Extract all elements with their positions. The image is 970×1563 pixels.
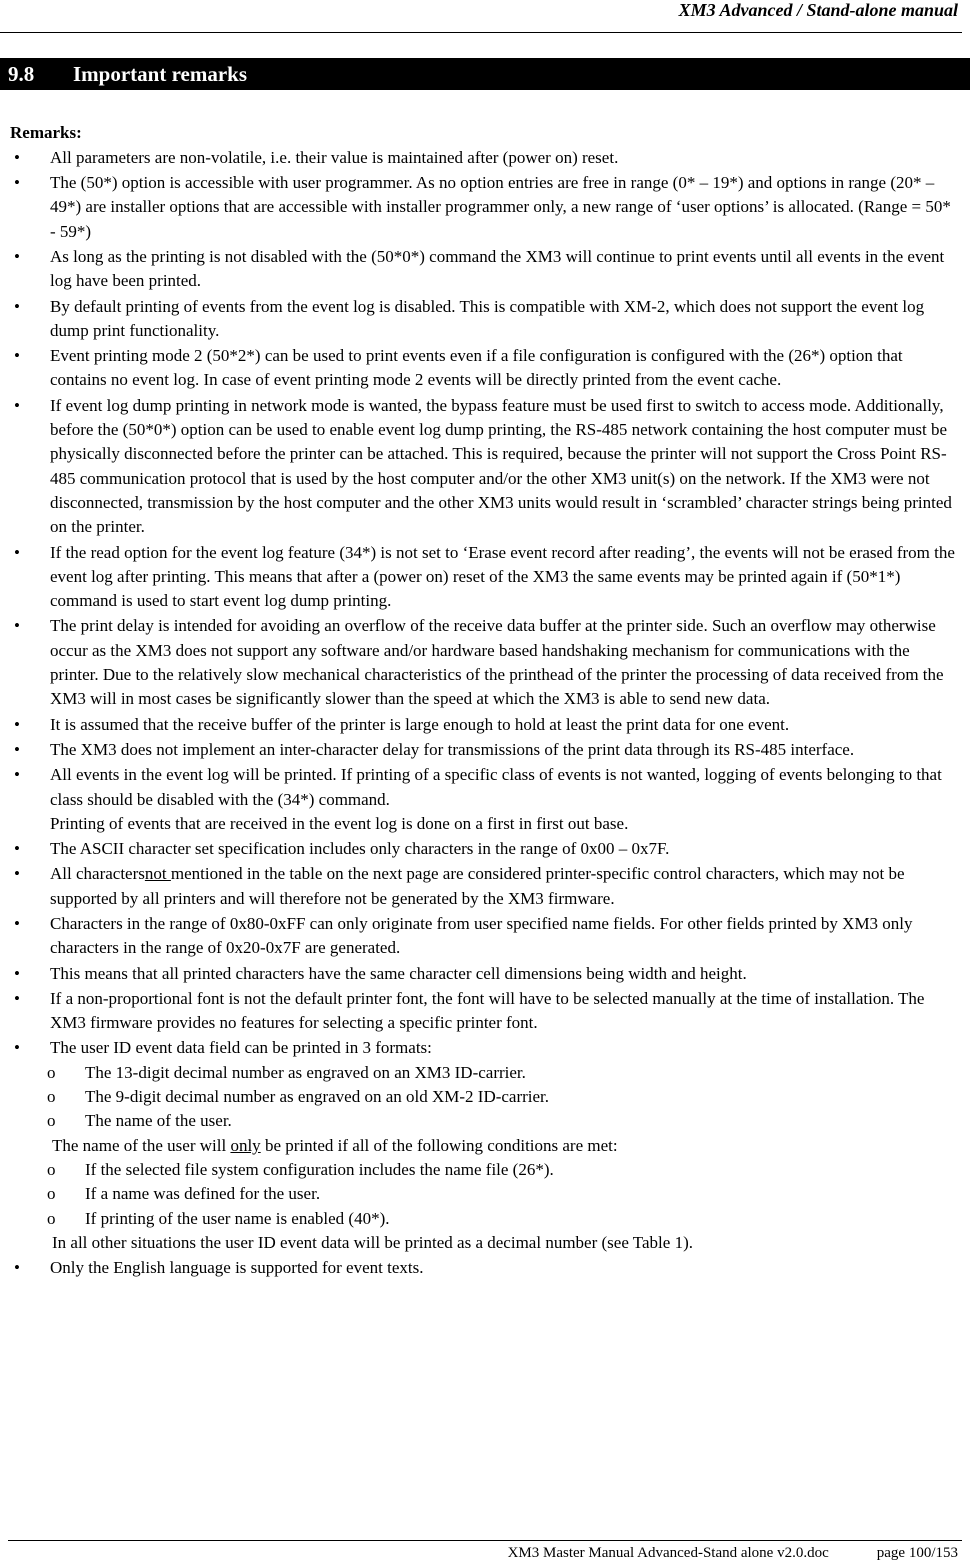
section-title: Important remarks bbox=[73, 62, 248, 86]
footer-document-name: XM3 Master Manual Advanced-Stand alone v2.0.doc bbox=[507, 1545, 829, 1561]
section-heading bbox=[0, 58, 970, 90]
list-item: • The print delay is intended for avoiding an overflow of the receive data buffer at the printer side. Such an overflow may otherwise occur as the XM3 does not support any software and/or hardware based handshaking mechanism for communications with the printer. Due to the relatively slow mechanical characteristics of the printhead of the printer the processing of data received from the XM3 will in most cases be significantly slower than the speed at which the XM3 is able to send new data. bbox=[10, 614, 960, 712]
sub-list-item: o If a name was defined for the user. bbox=[10, 1182, 960, 1206]
running-footer bbox=[508, 1544, 958, 1562]
list-item bbox=[10, 862, 960, 912]
event-log-text: • All events in the event log will be printed. If printing of a specific class of events is not wanted, logging of events belonging to that class should be disabled with the (34*) command. bbox=[50, 765, 942, 809]
user-name-text-underlined: only bbox=[230, 1135, 261, 1155]
chars-text-pre: All characters bbox=[50, 864, 145, 884]
list-item: • As long as the printing is not disabled with the (50*0*) command the XM3 will continue to print events until all events in the event log have been printed. bbox=[10, 244, 960, 294]
user-name-condition-list bbox=[10, 1158, 960, 1231]
user-name-text-pre: The name of the user will bbox=[52, 1135, 231, 1155]
list-item: • By default printing of events from the event log is disabled. This is compatible with XM-2, which does not support the event log dump print functionality. bbox=[10, 294, 960, 344]
sub-list-item: o The name of the user. bbox=[10, 1109, 960, 1133]
footer-rule bbox=[8, 1540, 962, 1541]
sub-list-item: o The 13-digit decimal number as engraved on an XM3 ID-carrier. bbox=[10, 1061, 960, 1085]
user-name-condition-text bbox=[52, 1134, 960, 1158]
user-id-format-list bbox=[10, 1061, 960, 1134]
list-item: • If event log dump printing in network mode is wanted, the bypass feature must be used first to switch to access mode. Additionally, before the (50*0*) option can be used to enable event log dump printing, the RS-485 network containing the host computer must be physically disconnected before the printer can be attached. This is required, because the printer will not support the Cross Point RS-485 communication protocol that is used by the host computer and/or the other XM3 unit(s) on the network. If the XM3 were not disconnected, transmission by the host computer and the other XM3 units would result in ‘scrambled’ character strings being printed on the printer. bbox=[10, 393, 960, 540]
list-item: • Characters in the range of 0x80-0xFF can only originate from user specified name fields. For other fields printed by XM3 only characters in the range of 0x20-0x7F are generated. bbox=[10, 912, 960, 962]
event-log-order-text: Printing of events that are received in the event log is done on a first in first out base. bbox=[50, 813, 629, 833]
remarks-content bbox=[10, 121, 960, 1281]
list-item: • This means that all printed characters have the same character cell dimensions being width and height. bbox=[10, 961, 960, 986]
remarks-title: Remarks: bbox=[10, 123, 82, 142]
user-name-text-post: be printed if all of the following conditions are met: bbox=[260, 1135, 618, 1155]
list-item: • The XM3 does not implement an inter-character delay for transmissions of the print data through its RS-485 interface. bbox=[10, 737, 960, 762]
list-item: • If a non-proportional font is not the default printer font, the font will have to be selected manually at the time of installation. The XM3 firmware provides no features for selecting a specific printer font. bbox=[10, 986, 960, 1036]
page-number: page 100/153 bbox=[876, 1545, 958, 1561]
user-id-closing-text: In all other situations the user ID event data will be printed as a decimal number (see Table 1). bbox=[52, 1232, 693, 1252]
sub-list-item: o If the selected file system configuration includes the name file (26*). bbox=[10, 1158, 960, 1182]
running-header: XM3 Advanced / Stand-alone manual bbox=[678, 0, 958, 20]
sub-list-item: o If printing of the user name is enabled (40*). bbox=[10, 1207, 960, 1231]
list-item: • Event printing mode 2 (50*2*) can be used to print events even if a file configuration is configured with the (26*) option that contains no event log. In case of event printing mode 2 events will be directly printed from the event cache. bbox=[10, 344, 960, 394]
remarks-list bbox=[10, 145, 960, 1281]
list-item: • The (50*) option is accessible with user programmer. As no option entries are free in range (0* – 19*) and options in range (20* – 49*) are installer options that are accessible with installer programmer only, a new range of ‘user options’ is allocated. (Range = 50* - 59*) bbox=[10, 171, 960, 245]
list-item: • If the read option for the event log feature (34*) is not set to ‘Erase event record after reading’, the events will not be erased from the event log after printing. This means that after a (power on) reset of the XM3 the same events may be printed again if (50*1*) command is used to start event log dump printing. bbox=[10, 540, 960, 614]
list-item bbox=[10, 763, 960, 837]
list-item bbox=[10, 1036, 960, 1256]
list-item: • All parameters are non-volatile, i.e. their value is maintained after (power on) reset. bbox=[10, 145, 960, 170]
sub-list-item: o The 9-digit decimal number as engraved on an old XM-2 ID-carrier. bbox=[10, 1085, 960, 1109]
header-rule bbox=[0, 32, 962, 33]
list-item: • The ASCII character set specification includes only characters in the range of 0x00 – 0x7F. bbox=[10, 837, 960, 862]
user-id-intro: • The user ID event data field can be printed in 3 formats: bbox=[50, 1038, 432, 1058]
chars-text-post: mentioned in the table on the next page are considered printer-specific control characters, which may not be supported by all printers and will therefore not be generated by the XM3 firmware. bbox=[50, 864, 905, 908]
list-item: • It is assumed that the receive buffer of the printer is large enough to hold at least the print data for one event. bbox=[10, 712, 960, 737]
section-number: 9.8 bbox=[8, 62, 35, 86]
list-item: • Only the English language is supported for event texts. bbox=[10, 1256, 960, 1281]
chars-text-underlined: not bbox=[144, 864, 171, 884]
